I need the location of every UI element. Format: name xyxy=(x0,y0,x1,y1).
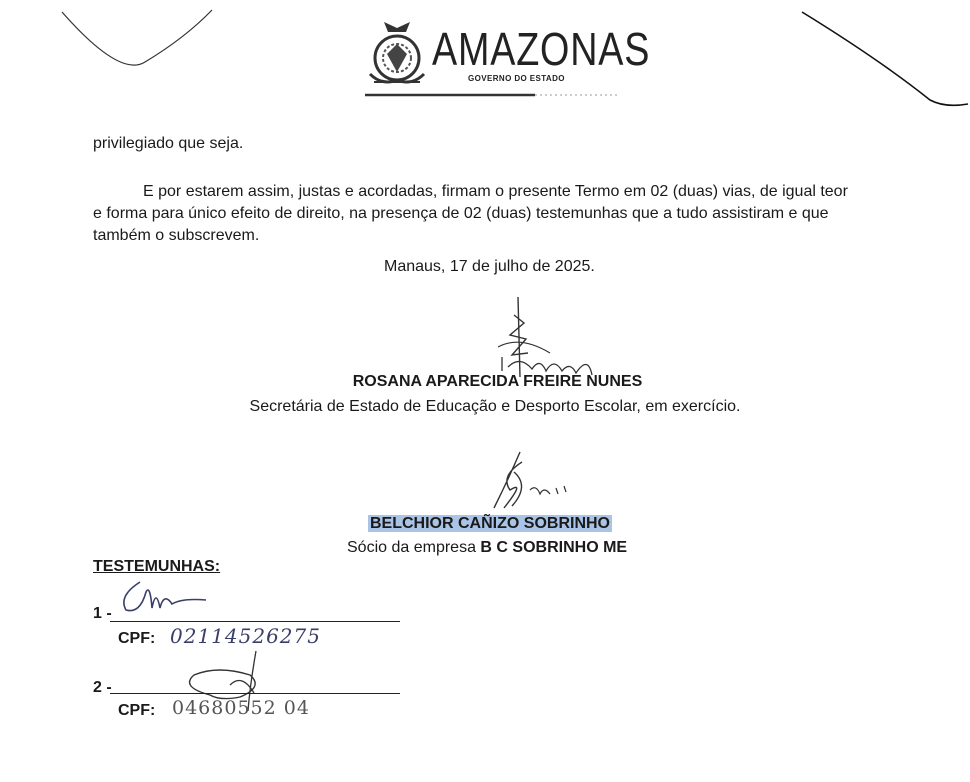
paragraph-line-3: também o subscrevem. xyxy=(93,227,260,244)
paragraph-line-1: E por estarem assim, justas e acordadas, firmam o presente Termo em 02 (duas) vias, de igual teor xyxy=(143,183,848,200)
amazonas-coat-of-arms-icon xyxy=(362,14,432,94)
paragraph-line-2: e forma para único efeito de direito, na presença de 02 (duas) testemunhas que a tudo assistiram e que xyxy=(93,205,829,222)
logo-subtitle: GOVERNO DO ESTADO xyxy=(468,74,565,83)
witnesses-heading: TESTEMUNHAS: xyxy=(93,558,221,575)
signatory-2-role xyxy=(347,537,627,558)
witness-1-cpf-label: CPF: xyxy=(118,630,156,647)
header-rule xyxy=(365,92,625,100)
signatory-1-role: Secretária de Estado de Educação e Desporto Escolar, em exercício. xyxy=(249,398,741,415)
witness-2-number: 2 - xyxy=(93,679,112,696)
signatory-1-name: ROSANA APARECIDA FREIRE NUNES xyxy=(352,373,643,390)
signatory-2-name-highlight: BELCHIOR CAÑIZO SOBRINHO xyxy=(370,515,610,532)
witness-2-cpf-label: CPF: xyxy=(118,702,156,719)
witness-2-signature-line xyxy=(110,693,400,694)
signatory-2-name xyxy=(368,513,612,534)
witness-1-number: 1 - xyxy=(93,605,112,622)
signatory-2-company: B C SOBRINHO ME xyxy=(480,539,628,556)
signature-scribble-2-icon xyxy=(470,450,580,520)
witness-2-cpf-value: 04680552 04 xyxy=(172,697,310,719)
witness-1-cpf-value: 02114526275 xyxy=(170,624,321,648)
witness-1-signature-icon xyxy=(110,578,220,618)
logo-text: AMAZONAS xyxy=(432,23,651,75)
witness-1-signature-line xyxy=(110,621,400,622)
header-logo xyxy=(360,12,651,102)
signatory-2-role-prefix: Sócio da empresa xyxy=(347,539,481,556)
line-continuation: privilegiado que seja. xyxy=(93,135,244,152)
place-date: Manaus, 17 de julho de 2025. xyxy=(384,258,595,275)
